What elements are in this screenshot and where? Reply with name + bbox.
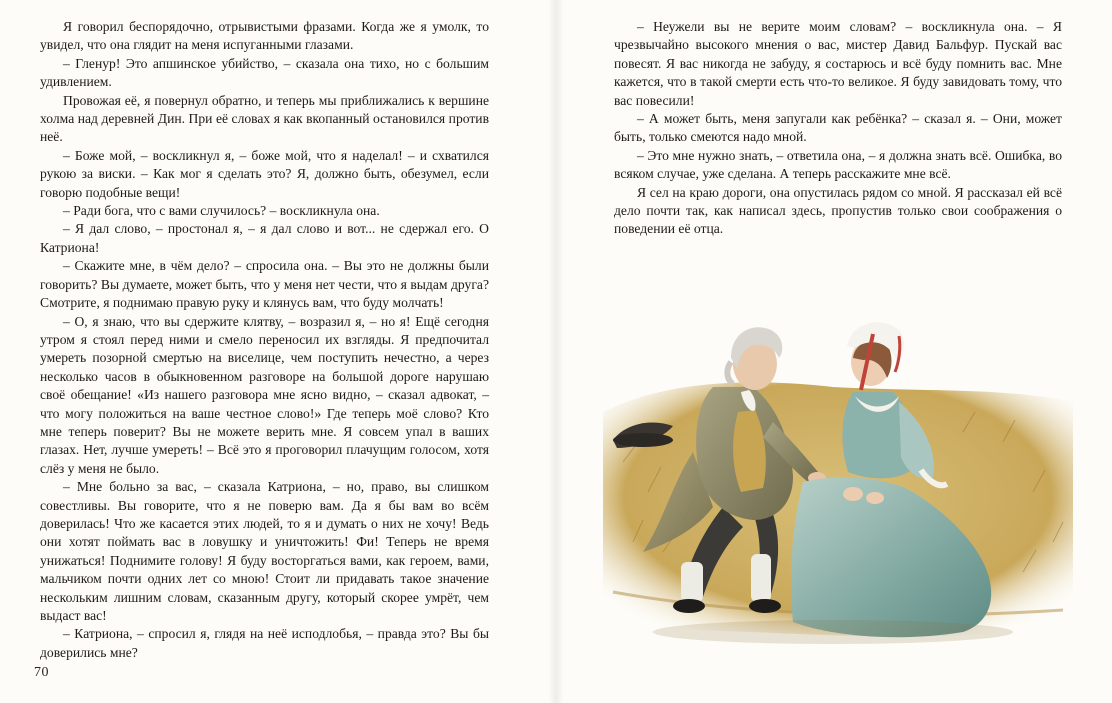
- paragraph: – Это мне нужно знать, – ответила она, – я должна знать всё. Ошибка, во всяком случае, уже сделана. А теперь расскажите мне всё.: [614, 147, 1062, 182]
- paragraph: – Боже мой, – воскликнул я, – боже мой, что я наделал! – и схватился рукою за виски. – Как мог я сделать это? Я, должно быть, обезумел, если говорю подобные вещи!: [40, 147, 489, 200]
- ground-shadow: [653, 620, 1013, 644]
- book-gutter: [548, 0, 564, 703]
- right-page-text: [614, 18, 1062, 239]
- paragraph: Я сел на краю дороги, она опустилась рядом со мной. Я рассказал ей всё дело почти так, как написал здесь, пропустив только свои соображения о поведении её отца.: [614, 184, 1062, 237]
- watercolor-illustration-icon: [603, 292, 1073, 687]
- paragraph: – Гленур! Это апшинское убийство, – сказала она тихо, но с большим удивлением.: [40, 55, 489, 90]
- paragraph: Провожая её, я повернул обратно, и теперь мы приближались к вершине холма над деревней Дин. При её словах я как вкопанный остановился против неё.: [40, 92, 489, 145]
- page-number: 70: [34, 665, 49, 680]
- paragraph: Я говорил беспорядочно, отрывистыми фразами. Когда же я умолк, то увидел, что она глядит на меня испуганными глазами.: [40, 19, 489, 53]
- paragraph: – О, я знаю, что вы сдержите клятву, – возразил я, – но я! Ещё сегодня утром я стоял перед ними и смело переносил их взгляды. Я предпочитал умереть позорной смертью на виселице, чем поступить нечестно, а через несколько часов в обыкновенном разговоре на большой дороге нарушаю своё обещание! «Из нашего разговора мне ясно видно, – сказал адвокат, – что могу положиться на ваше честное слово!» Где теперь моё слово? Кто мне теперь поверит? Вы не можете верить мне. Я совсем упал в ваших глазах. Нет, лучше умереть! – Всё это я проговорил плачущим голосом, хотя слёз у меня не было.: [40, 313, 489, 476]
- paragraph: – А может быть, меня запугали как ребёнка? – сказал я. – Они, может быть, только смеются надо мной.: [614, 111, 1062, 145]
- left-page-text: [40, 18, 489, 662]
- paragraph: – Мне больно за вас, – сказала Катриона, – но, право, вы слишком совестливы. Вы говорите, что я не поверю вам. Да я бы вам во всём доверилась! Что же касается этих людей, то я и думать о них не хочу! Ведь они хотят поймать вас в ловушку и уничтожить! Фи! Теперь не время унижаться! Поднимите голову! Я буду восторгаться вами, как героем, вами, мальчиком почти одних лет со мною! Стоит ли придавать такое значение нескольким лишним словам, сказанным другу, который скорее умрёт, чем выдаст вас!: [40, 479, 489, 623]
- paragraph: – Катриона, – спросил я, глядя на неё исподлобья, – правда это? Вы бы доверились мне?: [40, 626, 489, 660]
- paragraph: – Скажите мне, в чём дело? – спросила она. – Вы это не должны были говорить? Вы думаете, может быть, что у меня нет чести, что я выдам друга? Смотрите, я поднимаю правую руку и клянусь вам, что буду молчать!: [40, 258, 489, 311]
- paragraph: – Ради бога, что с вами случилось? – воскликнула она.: [63, 203, 380, 219]
- paragraph: – Неужели вы не верите моим словам? – воскликнула она. – Я чрезвычайно высокого мнения о вас, мистер Давид Бальфур. Пускай вас повесят. Я вас никогда не забуду, я состарюсь и всё буду помнить вас. Мне кажется, что в такой смерти есть что-то великое. Я буду завидовать тому, что вас повесили!: [614, 19, 1062, 108]
- paragraph: – Я дал слово, – простонал я, – я дал слово и вот... не сдержал его. О Катриона!: [40, 221, 489, 255]
